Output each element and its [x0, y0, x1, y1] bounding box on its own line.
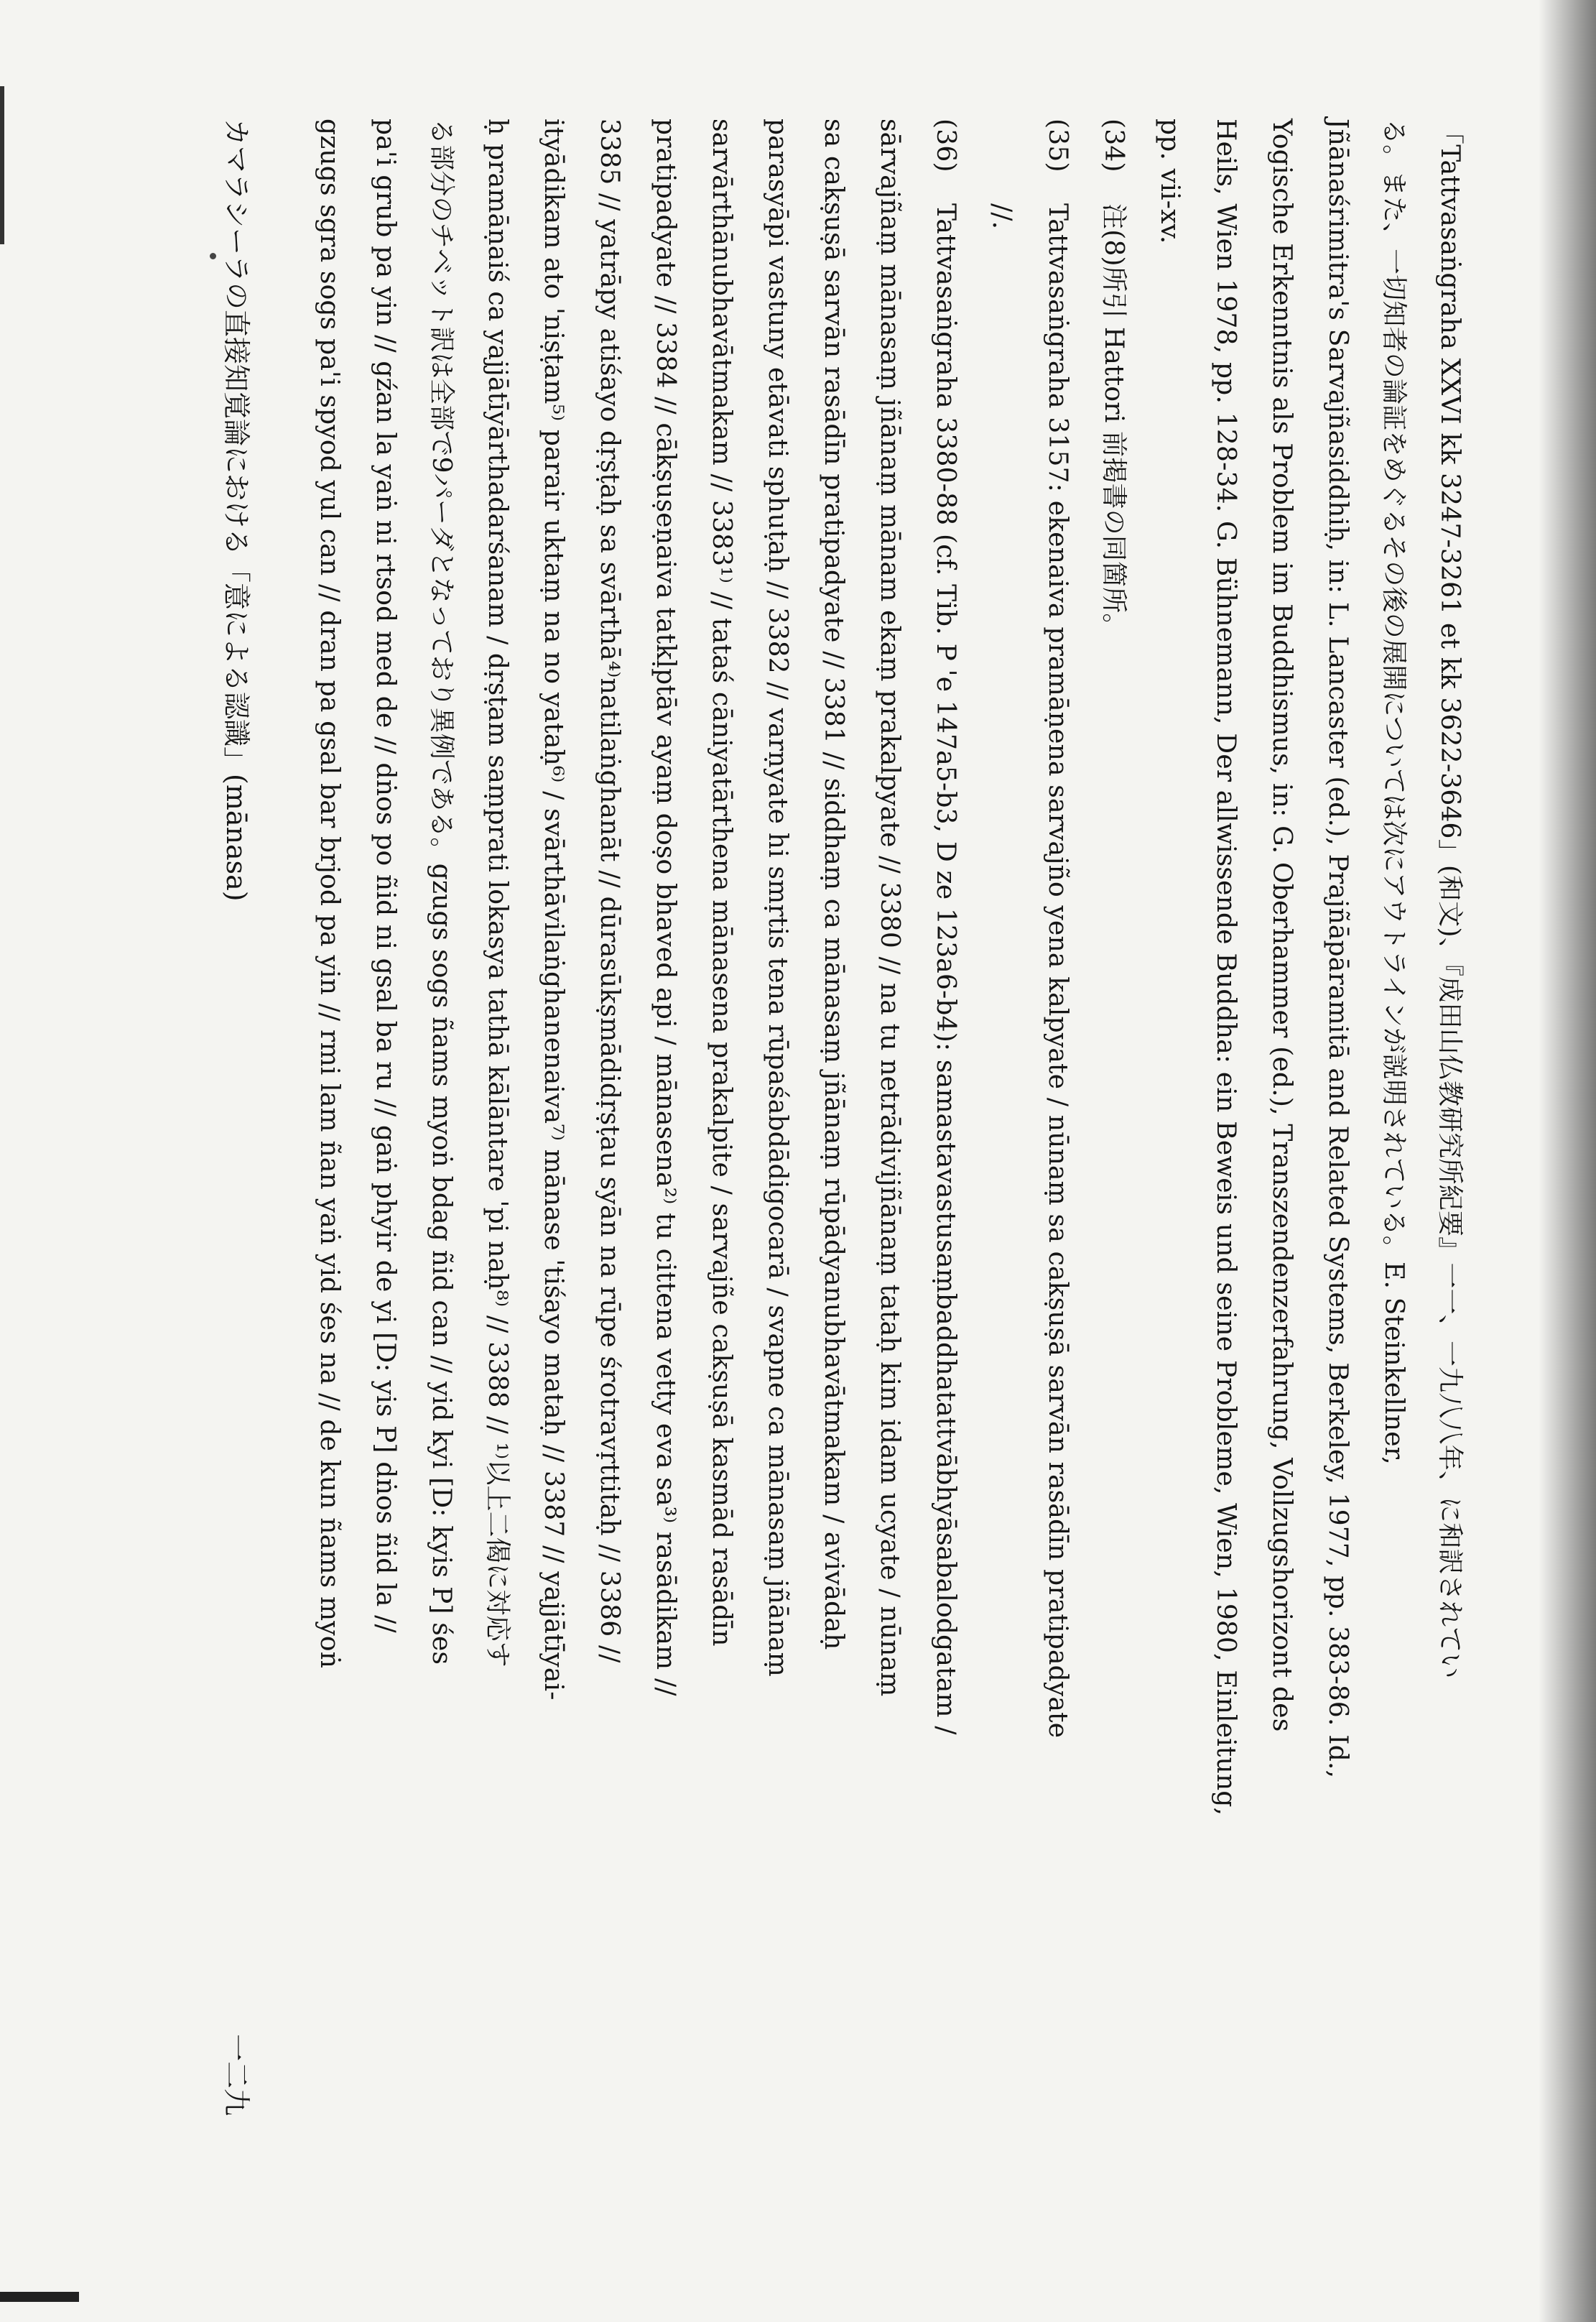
footnote-35: [1041, 119, 1073, 1738]
text-line: る部分のチベット訳は全部で9パーダとなっており異例である。gzugs sogs ñams myoṅ bdag ñid can // yid kyi [D: kyis P] śes: [427, 119, 456, 1665]
scan-edge-mark: [0, 2292, 79, 2302]
footnote-text: //.: [987, 203, 1016, 230]
page-footer: [215, 119, 259, 2202]
text-line: Yogische Erkenntnis als Problem im Buddhismus, in: G. Oberhammer (ed.), Transzendenzerfahrung, Vollzugshorizont des: [1267, 119, 1296, 1732]
text-line: pp. vii-xv.: [1155, 119, 1184, 244]
text-line: ḥ pramāṇaiś ca yajjātīyārthadarśanam / dṛṣṭam saṃprati lokasya tathā kālāntare 'pi naḥ⁸⁾ // 3388 // ¹⁾以上二偈に対応す: [483, 119, 512, 1668]
text-line: 「Tattvasaṅgraha XXVI kk 3247-3261 et kk 3622-3646」(和文)、『成田山仏教研究所紀要』一一、一九八八年、に和訳されてい: [1435, 119, 1465, 1679]
footnote-35-continuation: [985, 119, 1017, 229]
text-line: parasyāpi vastuny etāvati sphuṭaḥ // 3382 // varṇyate hi smṛtis tena rūpaśabdādigocarā / svapne ca mānasaṃ jñānaṃ: [763, 119, 792, 1677]
rotated-page-content: [187, 119, 1465, 2202]
text-line: ityādikam ato 'niṣṭam⁵⁾ parair uktaṃ na no yataḥ⁶⁾ / svārthāvilaṅghanenaiva⁷⁾ mānase 'tiśayo mataḥ // 3387 // yajjātīyai-: [539, 119, 568, 1701]
footnote-text: Tattvasaṅgraha 3157: ekenaiva pramāṇena sarvajño yena kalpyate / nūnaṃ sa cakṣuṣā sarvān rasādīn pratipadyate: [1043, 203, 1072, 1739]
footnote-number: (35): [1043, 119, 1072, 172]
footnote-text: 注(8)所引 Hattori 前掲書の同箇所。: [1099, 203, 1128, 639]
text-line: sa cakṣuṣā sarvān rasādīn pratipadyate // 3381 // siddhaṃ ca mānasaṃ jñānaṃ rūpādyanubhavātmakam / avivādaḥ: [819, 119, 848, 1650]
scan-edge-mark: [0, 86, 4, 244]
text-line: る。また、一切知者の論証をめぐるその後の展開については次にアウトラインが説明されている。E. Steinkellner,: [1379, 119, 1409, 1465]
text-line: Jñānaśrimitra's Sarvajñasiddhiḥ, in: L. Lancaster (ed.), Prajñāpāramitā and Related Systems, Berkeley, 1977, pp. 383-86. Id.,: [1323, 119, 1353, 1779]
text-line: Heils, Wien 1978, pp. 128-34. G. Bühnemann, Der allwissende Buddha: ein Beweis und seine Probleme, Wien, 1980, Einleitung,: [1211, 119, 1240, 1816]
scan-edge-shadow: [1539, 0, 1596, 2322]
footnote-34: [1098, 119, 1129, 639]
text-line: gzugs sgra sogs pa'i spyod yul can // dran pa gsal bar brjod pa yin // rmi lam ñan yaṅ yid śes na // de kun ñams myoṅ: [315, 119, 344, 1669]
footnote-number: (36): [931, 119, 960, 172]
text-line: sarvārthānubhavātmakam // 3383¹⁾ // tataś cāniyatārthena mānasena prakalpite / sarvajñe cakṣuṣā kasmād rasādīn: [707, 119, 736, 1647]
footnote-number: (34): [1099, 119, 1128, 172]
page-number: 一二九: [221, 2033, 252, 2116]
text-line: pratipadyate // 3384 // cākṣuṣeṇaiva tatkḷptāv ayaṃ doṣo bhaved api / mānasena²⁾ tu cittena vetty eva sa³⁾ rasādikam //: [651, 119, 680, 1696]
footnote-36: [929, 119, 961, 1735]
text-line: sārvajñaṃ mānasaṃ jñānaṃ mānam ekaṃ prakalpyate // 3380 // na tu netrādivijñānaṃ tataḥ kim idam ucyate / nūnaṃ: [875, 119, 904, 1697]
text-line: pa'i grub pa yin // gźan la yaṅ ni rtsod med de // dṅos po ñid ni gsal ba ru // gaṅ phyir de yi [D: yis P] dṅos ñid la //: [371, 119, 400, 1633]
running-title: カマラシーラの直接知覚論における「意による認識」(mānasa): [221, 119, 252, 902]
footnote-text: Tattvasaṅgraha 3380-88 (cf. Tib. P 'e 147a5-b3, D ze 123a6-b4): samastavastusaṃbaddhatattvābhyāsabalodgatam /: [931, 203, 960, 1735]
text-line: 3385 // yatrāpy atiśayo dṛṣṭaḥ sa svārthā⁴⁾natilaṅghanāt // dūrasūkṣmādidṛṣṭau syān na rūpe śrotravṛttitaḥ // 3386 //: [595, 119, 624, 1663]
